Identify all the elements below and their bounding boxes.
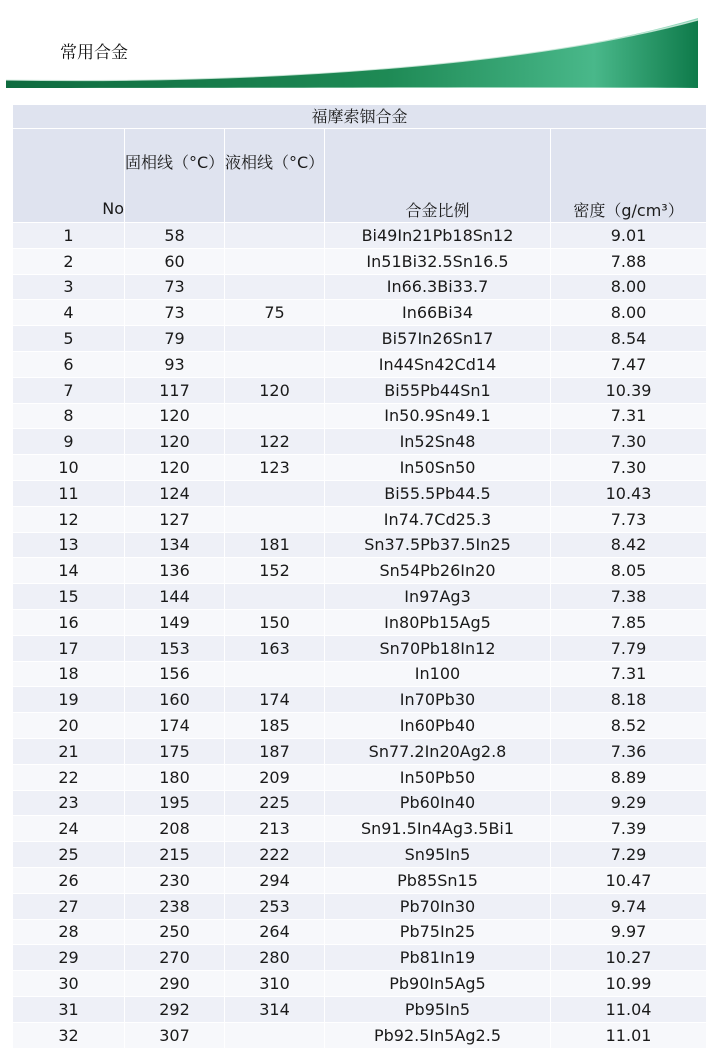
cell-liquidus <box>225 223 325 249</box>
cell-solidus: 73 <box>125 274 225 300</box>
cell-density: 7.38 <box>551 584 707 610</box>
cell-density: 9.97 <box>551 919 707 945</box>
cell-no: 28 <box>13 919 125 945</box>
cell-liquidus <box>225 274 325 300</box>
cell-liquidus: 280 <box>225 945 325 971</box>
table-row <box>13 893 707 919</box>
cell-density: 8.18 <box>551 687 707 713</box>
cell-density: 7.30 <box>551 429 707 455</box>
cell-density: 10.43 <box>551 480 707 506</box>
cell-liquidus <box>225 403 325 429</box>
cell-solidus: 93 <box>125 351 225 377</box>
table-row <box>13 532 707 558</box>
cell-solidus: 120 <box>125 403 225 429</box>
page-title: 常用合金 <box>60 43 128 63</box>
table-row <box>13 377 707 403</box>
cell-no: 19 <box>13 687 125 713</box>
cell-solidus: 174 <box>125 713 225 739</box>
cell-solidus: 250 <box>125 919 225 945</box>
cell-ratio: In50Pb50 <box>325 764 551 790</box>
column-header-no: No <box>13 129 125 223</box>
cell-solidus: 290 <box>125 971 225 997</box>
cell-density: 7.39 <box>551 816 707 842</box>
cell-density: 7.29 <box>551 842 707 868</box>
cell-no: 5 <box>13 326 125 352</box>
cell-density: 8.05 <box>551 558 707 584</box>
table-row <box>13 480 707 506</box>
table-caption: 福摩索铟合金 <box>13 105 707 129</box>
table-row <box>13 996 707 1022</box>
table-body <box>13 223 707 1049</box>
table-row <box>13 223 707 249</box>
cell-no: 26 <box>13 867 125 893</box>
cell-no: 11 <box>13 480 125 506</box>
table-row <box>13 816 707 842</box>
cell-liquidus: 150 <box>225 609 325 635</box>
cell-solidus: 79 <box>125 326 225 352</box>
cell-density: 7.47 <box>551 351 707 377</box>
fusible-indium-alloy-table <box>12 104 707 1049</box>
cell-no: 20 <box>13 713 125 739</box>
cell-liquidus <box>225 351 325 377</box>
cell-no: 9 <box>13 429 125 455</box>
cell-no: 8 <box>13 403 125 429</box>
table-row <box>13 687 707 713</box>
cell-solidus: 60 <box>125 248 225 274</box>
cell-no: 2 <box>13 248 125 274</box>
cell-ratio: In51Bi32.5Sn16.5 <box>325 248 551 274</box>
cell-ratio: Sn70Pb18In12 <box>325 635 551 661</box>
cell-solidus: 120 <box>125 429 225 455</box>
cell-no: 1 <box>13 223 125 249</box>
cell-density: 11.01 <box>551 1022 707 1048</box>
cell-liquidus: 122 <box>225 429 325 455</box>
table-row <box>13 867 707 893</box>
cell-solidus: 307 <box>125 1022 225 1048</box>
cell-solidus: 127 <box>125 506 225 532</box>
cell-solidus: 120 <box>125 455 225 481</box>
page-header <box>0 0 720 95</box>
cell-no: 6 <box>13 351 125 377</box>
cell-no: 7 <box>13 377 125 403</box>
cell-liquidus: 314 <box>225 996 325 1022</box>
cell-solidus: 156 <box>125 661 225 687</box>
cell-ratio: In44Sn42Cd14 <box>325 351 551 377</box>
table-row <box>13 661 707 687</box>
cell-no: 24 <box>13 816 125 842</box>
cell-ratio: Sn91.5In4Ag3.5Bi1 <box>325 816 551 842</box>
cell-liquidus <box>225 326 325 352</box>
table-row <box>13 506 707 532</box>
cell-solidus: 117 <box>125 377 225 403</box>
cell-ratio: Sn54Pb26In20 <box>325 558 551 584</box>
cell-ratio: Bi55.5Pb44.5 <box>325 480 551 506</box>
cell-liquidus: 225 <box>225 790 325 816</box>
cell-liquidus: 75 <box>225 300 325 326</box>
table-row <box>13 971 707 997</box>
cell-no: 23 <box>13 790 125 816</box>
cell-solidus: 149 <box>125 609 225 635</box>
column-header-density: 密度（g/cm³） <box>551 129 707 223</box>
cell-liquidus: 152 <box>225 558 325 584</box>
table-row <box>13 764 707 790</box>
cell-ratio: In66.3Bi33.7 <box>325 274 551 300</box>
cell-no: 13 <box>13 532 125 558</box>
table-row <box>13 403 707 429</box>
table-row <box>13 300 707 326</box>
table-row <box>13 919 707 945</box>
cell-density: 8.00 <box>551 274 707 300</box>
cell-density: 7.31 <box>551 661 707 687</box>
cell-ratio: Pb60In40 <box>325 790 551 816</box>
cell-ratio: In66Bi34 <box>325 300 551 326</box>
table-row <box>13 326 707 352</box>
cell-ratio: Pb92.5In5Ag2.5 <box>325 1022 551 1048</box>
cell-liquidus: 294 <box>225 867 325 893</box>
cell-liquidus: 310 <box>225 971 325 997</box>
table-row <box>13 351 707 377</box>
cell-ratio: In50.9Sn49.1 <box>325 403 551 429</box>
cell-ratio: Pb75In25 <box>325 919 551 945</box>
cell-no: 21 <box>13 738 125 764</box>
cell-no: 12 <box>13 506 125 532</box>
cell-density: 10.39 <box>551 377 707 403</box>
table-row <box>13 842 707 868</box>
cell-liquidus: 181 <box>225 532 325 558</box>
cell-density: 9.74 <box>551 893 707 919</box>
cell-no: 14 <box>13 558 125 584</box>
cell-density: 7.73 <box>551 506 707 532</box>
cell-liquidus <box>225 584 325 610</box>
cell-no: 30 <box>13 971 125 997</box>
cell-liquidus <box>225 248 325 274</box>
cell-no: 29 <box>13 945 125 971</box>
table-row <box>13 1022 707 1048</box>
cell-ratio: Sn37.5Pb37.5In25 <box>325 532 551 558</box>
table-row <box>13 713 707 739</box>
cell-ratio: In50Sn50 <box>325 455 551 481</box>
cell-liquidus: 264 <box>225 919 325 945</box>
cell-solidus: 144 <box>125 584 225 610</box>
alloy-table-container <box>12 104 706 1049</box>
cell-liquidus: 163 <box>225 635 325 661</box>
cell-solidus: 175 <box>125 738 225 764</box>
cell-solidus: 208 <box>125 816 225 842</box>
cell-density: 9.29 <box>551 790 707 816</box>
cell-solidus: 73 <box>125 300 225 326</box>
cell-density: 8.89 <box>551 764 707 790</box>
cell-solidus: 153 <box>125 635 225 661</box>
column-header-liquidus: 液相线（°C） <box>225 129 325 223</box>
cell-solidus: 136 <box>125 558 225 584</box>
table-row <box>13 429 707 455</box>
cell-ratio: Bi55Pb44Sn1 <box>325 377 551 403</box>
cell-liquidus: 187 <box>225 738 325 764</box>
column-header-ratio: 合金比例 <box>325 129 551 223</box>
cell-ratio: In60Pb40 <box>325 713 551 739</box>
cell-density: 8.52 <box>551 713 707 739</box>
cell-density: 7.31 <box>551 403 707 429</box>
cell-density: 7.88 <box>551 248 707 274</box>
cell-ratio: In52Sn48 <box>325 429 551 455</box>
cell-solidus: 230 <box>125 867 225 893</box>
cell-solidus: 215 <box>125 842 225 868</box>
table-row <box>13 455 707 481</box>
cell-liquidus: 213 <box>225 816 325 842</box>
table-row <box>13 558 707 584</box>
table-row <box>13 790 707 816</box>
cell-density: 7.85 <box>551 609 707 635</box>
table-row <box>13 609 707 635</box>
cell-liquidus <box>225 506 325 532</box>
cell-no: 15 <box>13 584 125 610</box>
cell-density: 9.01 <box>551 223 707 249</box>
cell-liquidus: 185 <box>225 713 325 739</box>
cell-no: 3 <box>13 274 125 300</box>
cell-density: 11.04 <box>551 996 707 1022</box>
table-row <box>13 635 707 661</box>
cell-ratio: Bi57In26Sn17 <box>325 326 551 352</box>
cell-density: 8.42 <box>551 532 707 558</box>
cell-ratio: Pb70In30 <box>325 893 551 919</box>
cell-solidus: 180 <box>125 764 225 790</box>
cell-no: 17 <box>13 635 125 661</box>
cell-density: 10.27 <box>551 945 707 971</box>
cell-no: 16 <box>13 609 125 635</box>
cell-ratio: Sn95In5 <box>325 842 551 868</box>
cell-ratio: Sn77.2In20Ag2.8 <box>325 738 551 764</box>
cell-liquidus: 222 <box>225 842 325 868</box>
cell-density: 8.00 <box>551 300 707 326</box>
cell-solidus: 58 <box>125 223 225 249</box>
cell-solidus: 124 <box>125 480 225 506</box>
cell-ratio: In100 <box>325 661 551 687</box>
cell-solidus: 292 <box>125 996 225 1022</box>
cell-liquidus: 253 <box>225 893 325 919</box>
cell-no: 25 <box>13 842 125 868</box>
cell-density: 8.54 <box>551 326 707 352</box>
cell-density: 10.47 <box>551 867 707 893</box>
cell-liquidus: 209 <box>225 764 325 790</box>
cell-ratio: In74.7Cd25.3 <box>325 506 551 532</box>
cell-solidus: 195 <box>125 790 225 816</box>
cell-no: 27 <box>13 893 125 919</box>
cell-liquidus: 123 <box>225 455 325 481</box>
cell-ratio: In80Pb15Ag5 <box>325 609 551 635</box>
cell-ratio: In70Pb30 <box>325 687 551 713</box>
table-row <box>13 248 707 274</box>
cell-no: 32 <box>13 1022 125 1048</box>
cell-ratio: Bi49In21Pb18Sn12 <box>325 223 551 249</box>
table-row <box>13 945 707 971</box>
cell-ratio: In97Ag3 <box>325 584 551 610</box>
cell-solidus: 238 <box>125 893 225 919</box>
cell-liquidus <box>225 661 325 687</box>
cell-liquidus: 120 <box>225 377 325 403</box>
cell-ratio: Pb90In5Ag5 <box>325 971 551 997</box>
table-row <box>13 738 707 764</box>
cell-density: 7.30 <box>551 455 707 481</box>
cell-density: 7.79 <box>551 635 707 661</box>
cell-solidus: 134 <box>125 532 225 558</box>
cell-density: 7.36 <box>551 738 707 764</box>
cell-no: 10 <box>13 455 125 481</box>
cell-ratio: Pb85Sn15 <box>325 867 551 893</box>
table-row <box>13 584 707 610</box>
cell-no: 18 <box>13 661 125 687</box>
cell-no: 4 <box>13 300 125 326</box>
cell-no: 22 <box>13 764 125 790</box>
column-header-solidus: 固相线（°C） <box>125 129 225 223</box>
cell-no: 31 <box>13 996 125 1022</box>
cell-ratio: Pb95In5 <box>325 996 551 1022</box>
cell-density: 10.99 <box>551 971 707 997</box>
cell-ratio: Pb81In19 <box>325 945 551 971</box>
cell-solidus: 270 <box>125 945 225 971</box>
table-row <box>13 274 707 300</box>
cell-liquidus: 174 <box>225 687 325 713</box>
cell-liquidus <box>225 480 325 506</box>
cell-liquidus <box>225 1022 325 1048</box>
cell-solidus: 160 <box>125 687 225 713</box>
